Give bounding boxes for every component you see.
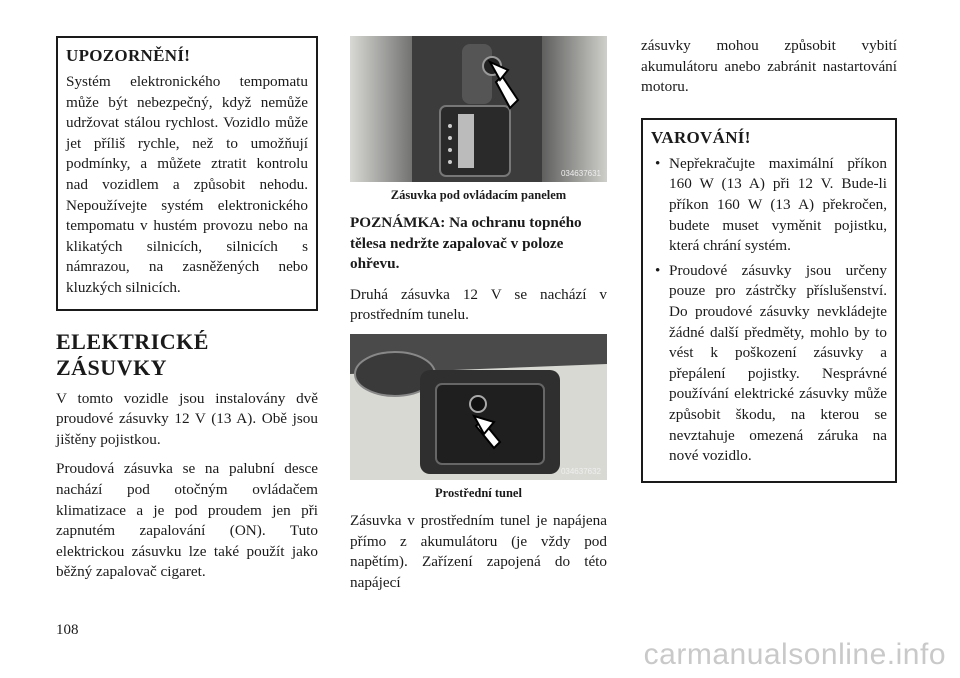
- caution-title: UPOZORNĚNÍ!: [66, 46, 191, 65]
- page-number: 108: [56, 622, 79, 638]
- paragraph-outlets-intro: V tomto vozidle jsou instalovány dvě proudové zásuvky 12 V (13 A). Obě jsou jištěny pojistkou.: [56, 389, 318, 448]
- paragraph-tunnel-outlet: Zásuvka v prostředním tunel je napájena přímo z akumulátoru (je vždy pod napětím). Zařízení zapojená do této napájecí: [350, 511, 607, 591]
- figure-outlet-under-panel: [350, 36, 607, 182]
- warning-item: • Nepřekračujte maximální příkon 160 W (13 A) při 12 V. Bude-li příkon 160 W (13 A) překročen, budete muset vyměnit pojistku, která chrání systém.: [651, 154, 887, 257]
- warning-title: VAROVÁNÍ!: [651, 127, 751, 147]
- figure-caption: Prostřední tunel: [435, 485, 522, 500]
- tunnel-photo-illustration: [350, 334, 607, 480]
- figure-code: 034637632: [560, 466, 601, 476]
- watermark: carmanualsonline.info: [643, 638, 946, 671]
- figure-code: 034637631: [560, 169, 601, 178]
- console-photo-illustration: [350, 36, 607, 182]
- power-outlet-icon: [470, 396, 486, 412]
- paragraph-continuation: zásuvky mohou způsobit vybití akumulátoru anebo zabránit nastartování motoru.: [641, 37, 897, 96]
- figure-caption: Zásuvka pod ovládacím panelem: [390, 188, 567, 202]
- caution-box: [56, 36, 318, 311]
- warning-box: [641, 118, 897, 483]
- caution-text: Systém elektronického tempomatu může být nebezpečný, když nemůže udržovat stálou rychlost. Vozidlo může jet příliš rychle, než to umožňují podmínky, a můžete ztratit kontrolu nad vozidlem a způsobit nehodu. Nepoužívejte systém elektronického tempomatu v hustém provozu nebo na klikatých silnicích, silnicích s námrazou, na zasněžených nebo kluzkých silnicích.: [66, 73, 308, 296]
- figure-center-tunnel: [350, 334, 607, 480]
- middle-column: [350, 36, 607, 601]
- note-text: POZNÁMKA: Na ochranu topného tělesa nedržte zapalovač v poloze ohřevu.: [350, 214, 582, 273]
- paragraph-second-outlet: Druhá zásuvka 12 V se nachází v prostředním tunelu.: [350, 285, 607, 324]
- warning-item: • Proudové zásuvky jsou určeny pouze pro zástrčky příslušenství. Do proudové zásuvky nevkládejte žádné další předměty, mohlo by to vést k poškození zásuvky a přepálení pojistky. Nesprávné používání elektrické zásuvky může způsobit škodu, na kterou se nevztahuje omezená záruka na nové vozidlo.: [651, 261, 887, 467]
- paragraph-dashboard-outlet: Proudová zásuvka se na palubní desce nachází pod otočným ovládačem klimatizace a je pod proudem jen při zapnutém zapalování (ON). Tuto elektrickou zásuvku lze také použít jako běžný zapalovač cigaret.: [56, 460, 318, 581]
- warning-list: [651, 154, 887, 467]
- section-title: ELEKTRICKÉ ZÁSUVKY: [56, 328, 209, 380]
- left-column: [56, 36, 318, 583]
- right-column: [641, 36, 897, 483]
